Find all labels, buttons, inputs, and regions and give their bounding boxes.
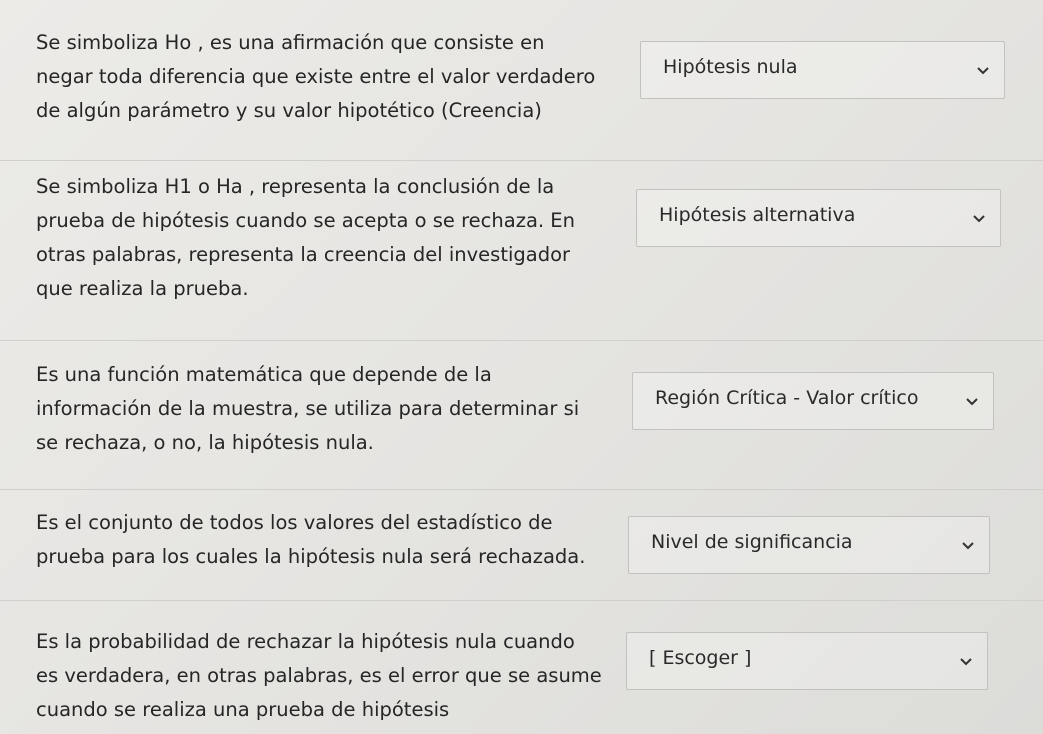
question-divider [0, 340, 1043, 341]
question-prompt-1: Se simboliza Ho , es una afirmación que consiste en negar toda diferencia que existe entre el valor verdadero de algún parámetro y su valor hipotético (Creencia) [36, 31, 596, 122]
question-divider [0, 489, 1043, 490]
chevron-down-icon [965, 395, 979, 407]
question-prompt-5: Es la probabilidad de rechazar la hipótesis nula cuando es verdadera, en otras palabras, es el error que se asume cuando se realiza una prueba de hipótesis [36, 630, 602, 721]
question-divider [0, 160, 1043, 161]
answer-select-value-2: Hipótesis alternativa [659, 204, 856, 226]
answer-select-value-1: Hipótesis nula [663, 56, 798, 78]
chevron-down-icon [972, 212, 986, 224]
question-divider [0, 600, 1043, 601]
answer-select-value-5: [ Escoger ] [649, 647, 752, 669]
answer-select-1[interactable] [640, 41, 1005, 99]
answer-select-value-3: Región Crítica - Valor crítico [655, 387, 919, 409]
answer-select-value-4: Nivel de significancia [651, 531, 853, 553]
answer-select-4[interactable] [628, 516, 990, 574]
chevron-down-icon [976, 64, 990, 76]
question-prompt-4: Es el conjunto de todos los valores del estadístico de prueba para los cuales la hipótesis nula será rechazada. [36, 511, 586, 568]
chevron-down-icon [961, 539, 975, 551]
answer-select-2[interactable] [636, 189, 1001, 247]
answer-select-3[interactable] [632, 372, 994, 430]
question-prompt-3: Es una función matemática que depende de la información de la muestra, se utiliza para determinar si se rechaza, o no, la hipótesis nula. [36, 363, 580, 454]
question-prompt-2: Se simboliza H1 o Ha , representa la conclusión de la prueba de hipótesis cuando se acepta o se rechaza. En otras palabras, representa la creencia del investigador que realiza la prueba. [36, 175, 575, 300]
chevron-down-icon [959, 655, 973, 667]
answer-select-5[interactable] [626, 632, 988, 690]
